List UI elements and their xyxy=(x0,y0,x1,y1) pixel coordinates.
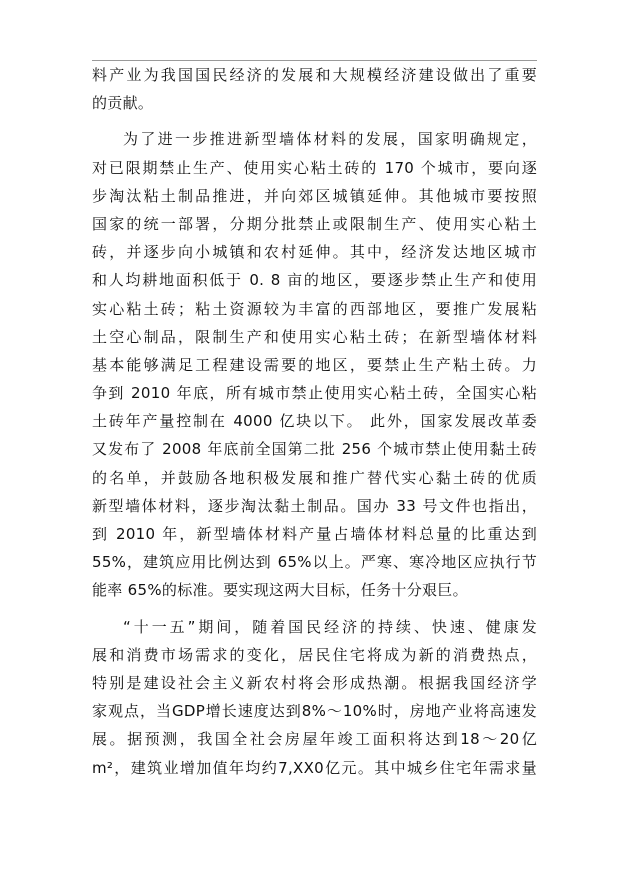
text-line: 为了进一步推进新型墙体材料的发展，国家明确规定， xyxy=(123,130,537,149)
text-line: 争到 2010 年底，所有城市禁止使用实心粘土砖，全国实心粘 xyxy=(92,384,537,403)
paragraph xyxy=(92,613,537,782)
text-line: 展。据预测，我国全社会房屋年竣工面积将达到18～20亿 xyxy=(92,730,537,749)
text-line: 新型墙体材料，逐步淘汰黏土制品。国办 33 号文件也指出， xyxy=(92,496,537,515)
text-line: 实心粘土砖；粘土资源较为丰富的西部地区，要推广发展粘 xyxy=(92,299,537,318)
text-line: 又发布了 2008 年底前全国第二批 256 个城市禁止使用黏土砖 xyxy=(92,440,537,459)
text-line: 砖，并逐步向小城镇和农村延伸。其中，经济发达地区城市 xyxy=(92,243,537,262)
text-line: 55%，建筑应用比例达到 65%以上。严寒、寒冷地区应执行节 xyxy=(92,553,537,572)
text-line: “十一五”期间，随着国民经济的持续、快速、健康发 xyxy=(123,617,537,636)
text-line: 料产业为我国国民经济的发展和大规模经济建设做出了重要 xyxy=(92,66,537,84)
text-line: 能率 65%的标准。要实现这两大目标，任务十分艰巨。 xyxy=(92,581,468,600)
text-line: 土空心制品，限制生产和使用实心粘土砖；在新型墙体材料 xyxy=(92,327,537,346)
text-line: 对已限期禁止生产、使用实心粘土砖的 170 个城市，要向逐 xyxy=(92,158,537,177)
text-line: 到 2010 年，新型墙体材料产量占墙体材料总量的比重达到 xyxy=(92,525,537,543)
text-line: 步淘汰粘土制品推进，并向郊区城镇延伸。其他城市要按照 xyxy=(92,186,537,205)
paragraph-gap xyxy=(92,605,537,613)
text-line: 基本能够满足工程建设需要的地区，要禁止生产粘土砖。力 xyxy=(92,355,537,374)
text-line: 家观点，当GDP增长速度达到8%～10%时，房地产业将高速发 xyxy=(92,702,537,721)
paragraph xyxy=(92,61,537,117)
text-line: 特别是建设社会主义新农村将会形成热潮。根据我国经济学 xyxy=(92,673,537,692)
text-line: 展和消费市场需求的变化，居民住宅将成为新的消费热点， xyxy=(92,645,537,664)
text-line: 和人均耕地面积低于 0. 8 亩的地区，要逐步禁止生产和使用 xyxy=(92,271,537,290)
paragraph xyxy=(92,125,537,604)
document-page xyxy=(92,61,537,782)
text-line: 国家的统一部署，分期分批禁止或限制生产、使用实心粘土 xyxy=(92,214,537,233)
text-line: 的名单，并鼓励各地积极发展和推广替代实心黏土砖的优质 xyxy=(92,468,537,487)
text-line: 的贡献。 xyxy=(92,94,154,113)
text-line: 土砖年产量控制在 4000 亿块以下。 此外，国家发展改革委 xyxy=(92,412,537,431)
text-line: m²，建筑业增加值年均约7,XX0亿元。其中城乡住宅年需求量 xyxy=(92,758,537,777)
paragraph-gap xyxy=(92,117,537,125)
